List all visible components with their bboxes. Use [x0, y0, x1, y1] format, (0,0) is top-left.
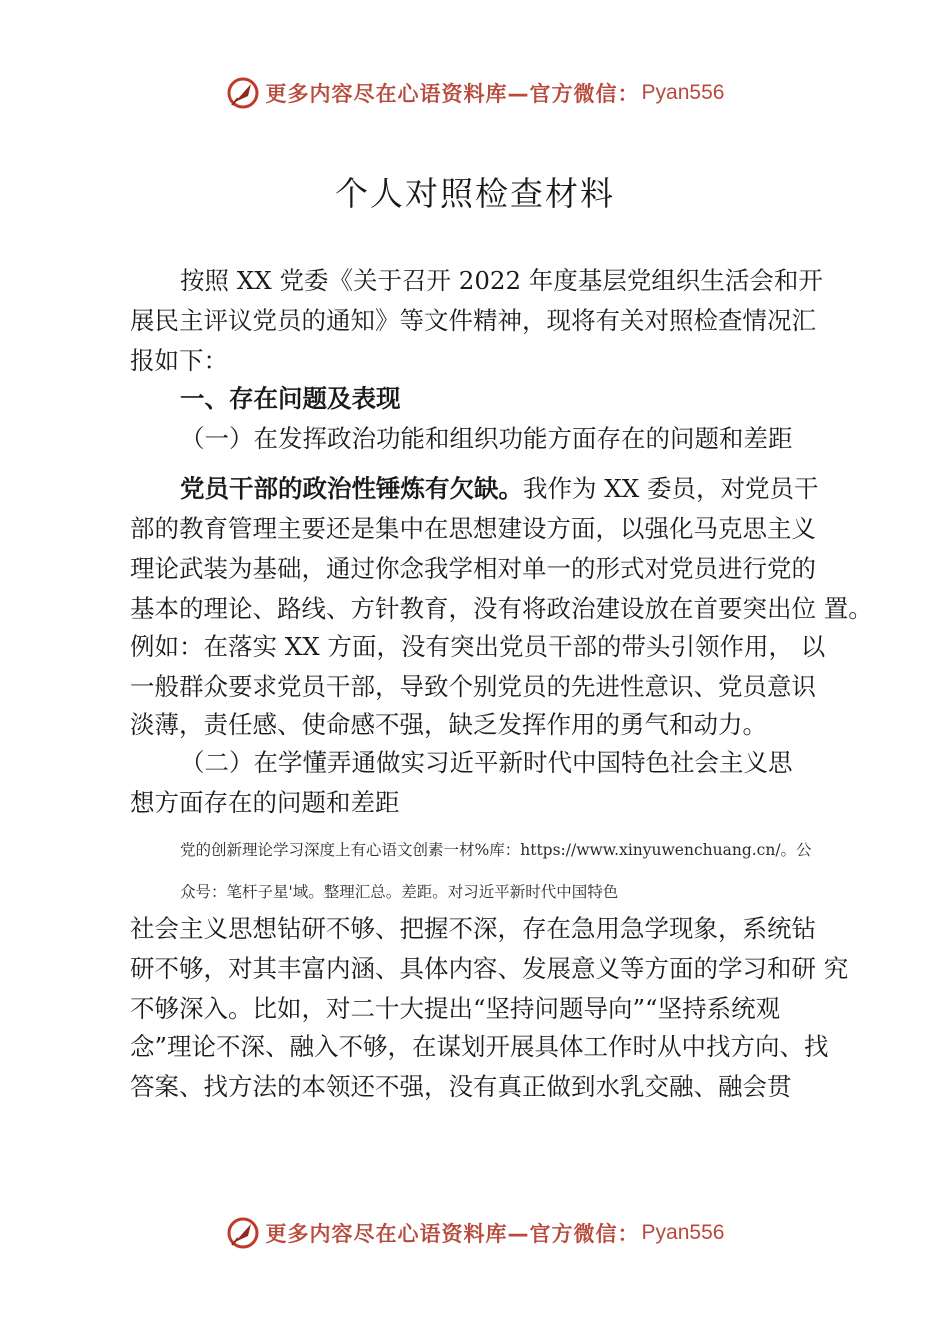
intro-line-1: 按照 XX 党委《关于召开 2022 年度基层党组织生活会和开 — [180, 266, 823, 295]
para-2-line-4: 念”理论不深、融入不够，在谋划开展具体工作时从中找方向、找 — [130, 1032, 829, 1061]
footer-wechat-id: Pyan556 — [641, 1221, 725, 1244]
para-1-bold-lead: 党员干部的政治性锤炼有欠缺。 — [180, 474, 523, 503]
header-wechat-id: Pyan556 — [641, 81, 725, 104]
para-1-line-3: 理论武装为基础，通过你念我学相对单一的形式对党员进行党的 — [130, 554, 816, 583]
para-1-line-4: 基本的理论、路线、方针教育，没有将政治建设放在首要突出位 置。 — [130, 594, 873, 623]
intro-line-3: 报如下： — [130, 346, 228, 375]
para-1-line-5: 例如：在落实 XX 方面，没有突出党员干部的带头引领作用， 以 — [130, 632, 826, 661]
header-banner-text: 更多内容尽在心语资料库—官方微信： — [265, 82, 640, 106]
document-title: 个人对照检查材料 — [335, 174, 615, 213]
watermark-line-1: 党的创新理论学习深度上有心语文创素一材%库：https://www.xinyuwenchuang.cn/。公 — [180, 841, 812, 859]
para-1-first-rest: 我作为 XX 委员，对党员干 — [523, 474, 819, 503]
para-1-line-1 — [180, 470, 818, 505]
para-1-line-6: 一般群众要求党员干部，导致个别党员的先进性意识、党员意识 — [130, 672, 816, 701]
intro-line-2: 展民主评议党员的通知》等文件精神，现将有关对照检查情况汇 — [130, 306, 816, 335]
para-2-line-5: 答案、找方法的本领还不强，没有真正做到水乳交融、融会贯 — [130, 1072, 792, 1101]
para-1-line-7: 淡薄，责任感、使命感不强，缺乏发挥作用的勇气和动力。 — [130, 710, 767, 739]
header-banner — [0, 73, 950, 113]
subsection-2-heading-line-2: 想方面存在的问题和差距 — [130, 788, 400, 817]
footer-banner-text: 更多内容尽在心语资料库—官方微信： — [265, 1222, 640, 1246]
para-1-line-2: 部的教育管理主要还是集中在思想建设方面，以强化马克思主义 — [130, 514, 816, 543]
quill-logo-icon — [226, 1216, 260, 1250]
subsection-2-heading-line-1: （二）在学懂弄通做实习近平新时代中国特色社会主义思 — [180, 748, 793, 777]
footer-banner — [0, 1213, 950, 1253]
section-1-heading: 一、存在问题及表现 — [180, 384, 401, 413]
watermark-line-2: 众号：笔杆子星'域。整理汇总。差距。对习近平新时代中国特色 — [180, 883, 619, 901]
para-2-line-3: 不够深入。比如，对二十大提出“坚持问题导向”“坚持系统观 — [130, 994, 781, 1023]
subsection-1-heading: （一）在发挥政治功能和组织功能方面存在的问题和差距 — [180, 424, 793, 453]
para-2-line-1: 社会主义思想钻研不够、把握不深，存在急用急学现象，系统钻 — [130, 914, 816, 943]
para-2-line-2: 研不够，对其丰富内涵、具体内容、发展意义等方面的学习和研 究 — [130, 954, 849, 983]
quill-logo-icon — [226, 76, 260, 110]
